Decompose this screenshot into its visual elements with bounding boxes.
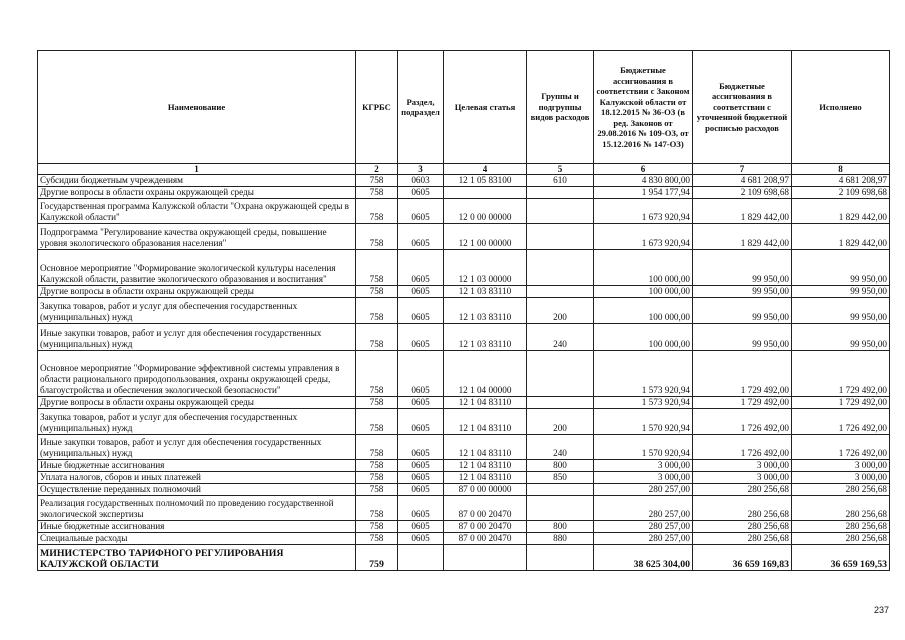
cell-law-amount: 100 000,00: [594, 286, 693, 298]
header-refined: Бюджетные ассигнования в соответствии с уточненной бюджетной росписью расходов: [693, 51, 792, 164]
cell-target: 12 1 04 00000: [444, 351, 527, 397]
cell-section: 0603: [398, 175, 444, 187]
cell-kgrbs: 758: [356, 175, 398, 187]
cell-kgrbs: 758: [356, 496, 398, 521]
cell-target: 12 1 03 83110: [444, 298, 527, 324]
budget-table: [37, 50, 890, 571]
cell-law-amount: 1 954 177,94: [594, 187, 693, 199]
cell-kgrbs: 758: [356, 224, 398, 250]
cell-group: [527, 199, 594, 224]
cell-law-amount: 280 257,00: [594, 484, 693, 496]
cell-section: 0605: [398, 397, 444, 409]
cell-group: [527, 397, 594, 409]
cell-section: 0605: [398, 484, 444, 496]
cell-refined-amount: 99 950,00: [693, 298, 792, 324]
cell-refined-amount: 1 729 492,00: [693, 397, 792, 409]
cell-group: 850: [527, 472, 594, 484]
cell-refined-amount: 1 726 492,00: [693, 409, 792, 435]
cell-name: Основное мероприятие "Формирование эффективной системы управления в области рационального природопользования, охраны окружающей среды, благоустройства и обеспечения экологической безопасности": [38, 351, 356, 397]
cell-kgrbs: 758: [356, 472, 398, 484]
table-row: [38, 521, 890, 533]
cell-executed-amount: 99 950,00: [792, 298, 890, 324]
table-row: [38, 199, 890, 224]
table-row: [38, 324, 890, 351]
cell-law-amount: 38 625 304,00: [594, 545, 693, 571]
table-row: [38, 187, 890, 199]
cell-section: 0605: [398, 435, 444, 460]
table-row: [38, 175, 890, 187]
cell-refined-amount: 3 000,00: [693, 460, 792, 472]
table-row: [38, 397, 890, 409]
cell-name: МИНИСТЕРСТВО ТАРИФНОГО РЕГУЛИРОВАНИЯ КАЛУЖСКОЙ ОБЛАСТИ: [38, 545, 356, 571]
cell-kgrbs: 758: [356, 435, 398, 460]
cell-target: 12 0 00 00000: [444, 199, 527, 224]
table-header-row: [38, 51, 890, 164]
cell-name: Специальные расходы: [38, 533, 356, 545]
header-target: Целевая статья: [444, 51, 527, 164]
column-number: 6: [594, 164, 693, 175]
cell-target: 12 1 04 83110: [444, 435, 527, 460]
cell-law-amount: 280 257,00: [594, 496, 693, 521]
column-number: 7: [693, 164, 792, 175]
cell-refined-amount: 280 256,68: [693, 533, 792, 545]
cell-name: Другие вопросы в области охраны окружающей среды: [38, 187, 356, 199]
header-done: Исполнено: [792, 51, 890, 164]
cell-name: Подпрограмма "Регулирование качества окружающей среды, повышение уровня экологического образования населения": [38, 224, 356, 250]
table-row: [38, 351, 890, 397]
cell-section: 0605: [398, 286, 444, 298]
cell-executed-amount: 1 726 492,00: [792, 409, 890, 435]
cell-section: 0605: [398, 324, 444, 351]
cell-name: Субсидии бюджетным учреждениям: [38, 175, 356, 187]
cell-law-amount: 1 573 920,94: [594, 397, 693, 409]
table-row: [38, 298, 890, 324]
cell-kgrbs: 758: [356, 409, 398, 435]
cell-executed-amount: 1 726 492,00: [792, 435, 890, 460]
table-row: [38, 545, 890, 571]
cell-executed-amount: 3 000,00: [792, 460, 890, 472]
header-law: Бюджетные ассигнования в соответствии с Законом Калужской области от 18.12.2015 № 36-ОЗ (в ред. Законов от 29.08.2016 № 109-ОЗ, от 15.12.2016 № 147-ОЗ): [594, 51, 693, 164]
cell-group: [527, 286, 594, 298]
cell-law-amount: 1 673 920,94: [594, 199, 693, 224]
column-number-row: [38, 164, 890, 175]
cell-executed-amount: 99 950,00: [792, 250, 890, 286]
cell-law-amount: 1 570 920,94: [594, 409, 693, 435]
cell-name: Государственная программа Калужской области "Охрана окружающей среды в Калужской области": [38, 199, 356, 224]
cell-section: 0605: [398, 351, 444, 397]
cell-section: 0605: [398, 187, 444, 199]
cell-law-amount: 3 000,00: [594, 472, 693, 484]
cell-law-amount: 280 257,00: [594, 533, 693, 545]
cell-executed-amount: 280 256,68: [792, 521, 890, 533]
column-number: 2: [356, 164, 398, 175]
column-number: 4: [444, 164, 527, 175]
cell-executed-amount: 280 256,68: [792, 496, 890, 521]
cell-refined-amount: 1 726 492,00: [693, 435, 792, 460]
cell-kgrbs: 758: [356, 187, 398, 199]
page-number: 237: [874, 605, 890, 615]
cell-section: 0605: [398, 496, 444, 521]
cell-executed-amount: 280 256,68: [792, 533, 890, 545]
cell-kgrbs: 758: [356, 521, 398, 533]
cell-target: 12 1 04 83110: [444, 409, 527, 435]
cell-name: Иные бюджетные ассигнования: [38, 521, 356, 533]
cell-kgrbs: 758: [356, 397, 398, 409]
cell-refined-amount: 99 950,00: [693, 324, 792, 351]
column-number: 3: [398, 164, 444, 175]
cell-section: 0605: [398, 472, 444, 484]
cell-section: 0605: [398, 224, 444, 250]
cell-refined-amount: 2 109 698,68: [693, 187, 792, 199]
header-name: Наименование: [38, 51, 356, 164]
cell-executed-amount: 99 950,00: [792, 286, 890, 298]
cell-target: 12 1 03 83110: [444, 324, 527, 351]
cell-group: [527, 496, 594, 521]
cell-refined-amount: 280 256,68: [693, 484, 792, 496]
table-body: [38, 175, 890, 571]
cell-target: 12 1 04 83110: [444, 397, 527, 409]
cell-executed-amount: 1 729 492,00: [792, 397, 890, 409]
cell-section: 0605: [398, 298, 444, 324]
table-row: [38, 460, 890, 472]
cell-target: 12 1 03 00000: [444, 250, 527, 286]
cell-refined-amount: 1 829 442,00: [693, 199, 792, 224]
cell-name: Закупка товаров, работ и услуг для обеспечения государственных (муниципальных) нужд: [38, 409, 356, 435]
cell-target: 12 1 03 83110: [444, 286, 527, 298]
cell-name: Другие вопросы в области охраны окружающей среды: [38, 397, 356, 409]
cell-section: 0605: [398, 533, 444, 545]
cell-section: 0605: [398, 250, 444, 286]
cell-refined-amount: 99 950,00: [693, 250, 792, 286]
cell-kgrbs: 759: [356, 545, 398, 571]
table-row: [38, 286, 890, 298]
cell-name: Иные закупки товаров, работ и услуг для обеспечения государственных (муниципальных) нужд: [38, 435, 356, 460]
cell-name: Основное мероприятие "Формирование экологической культуры населения Калужской области, развитие экологического образования и воспитания": [38, 250, 356, 286]
cell-target: 87 0 00 20470: [444, 521, 527, 533]
cell-group: 200: [527, 298, 594, 324]
table-row: [38, 484, 890, 496]
cell-group: 240: [527, 324, 594, 351]
cell-refined-amount: 1 829 442,00: [693, 224, 792, 250]
cell-kgrbs: 758: [356, 460, 398, 472]
cell-kgrbs: 758: [356, 351, 398, 397]
cell-refined-amount: 99 950,00: [693, 286, 792, 298]
table-row: [38, 533, 890, 545]
cell-section: [398, 545, 444, 571]
cell-executed-amount: 99 950,00: [792, 324, 890, 351]
cell-executed-amount: 1 729 492,00: [792, 351, 890, 397]
cell-group: 610: [527, 175, 594, 187]
cell-law-amount: 4 830 800,00: [594, 175, 693, 187]
cell-law-amount: 1 673 920,94: [594, 224, 693, 250]
cell-group: 800: [527, 521, 594, 533]
cell-kgrbs: 758: [356, 484, 398, 496]
cell-law-amount: 280 257,00: [594, 521, 693, 533]
cell-kgrbs: 758: [356, 324, 398, 351]
cell-target: 12 1 05 83100: [444, 175, 527, 187]
cell-executed-amount: 1 829 442,00: [792, 199, 890, 224]
cell-refined-amount: 280 256,68: [693, 521, 792, 533]
header-kgrbs: КГРБС: [356, 51, 398, 164]
cell-section: 0605: [398, 199, 444, 224]
cell-refined-amount: 36 659 169,83: [693, 545, 792, 571]
cell-group: [527, 250, 594, 286]
cell-refined-amount: 280 256,68: [693, 496, 792, 521]
cell-law-amount: 3 000,00: [594, 460, 693, 472]
cell-name: Осуществление переданных полномочий: [38, 484, 356, 496]
cell-section: 0605: [398, 460, 444, 472]
cell-law-amount: 1 573 920,94: [594, 351, 693, 397]
cell-executed-amount: 2 109 698,68: [792, 187, 890, 199]
header-groups: Группы и подгруппы видов расходов: [527, 51, 594, 164]
column-number: 5: [527, 164, 594, 175]
cell-target: [444, 187, 527, 199]
cell-target: 12 1 04 83110: [444, 460, 527, 472]
cell-target: [444, 545, 527, 571]
cell-law-amount: 100 000,00: [594, 250, 693, 286]
cell-group: [527, 545, 594, 571]
cell-group: 240: [527, 435, 594, 460]
cell-kgrbs: 758: [356, 199, 398, 224]
cell-group: 200: [527, 409, 594, 435]
cell-target: 87 0 00 20470: [444, 496, 527, 521]
cell-group: [527, 484, 594, 496]
cell-group: [527, 187, 594, 199]
cell-name: Другие вопросы в области охраны окружающей среды: [38, 286, 356, 298]
cell-executed-amount: 36 659 169,53: [792, 545, 890, 571]
cell-target: 87 0 00 20470: [444, 533, 527, 545]
cell-refined-amount: 4 681 208,97: [693, 175, 792, 187]
column-number: 8: [792, 164, 890, 175]
cell-executed-amount: 280 256,68: [792, 484, 890, 496]
cell-group: 800: [527, 460, 594, 472]
cell-executed-amount: 4 681 208,97: [792, 175, 890, 187]
cell-section: 0605: [398, 409, 444, 435]
cell-target: 87 0 00 00000: [444, 484, 527, 496]
table-row: [38, 224, 890, 250]
table-row: [38, 409, 890, 435]
cell-group: [527, 351, 594, 397]
table-row: [38, 472, 890, 484]
cell-name: Иные бюджетные ассигнования: [38, 460, 356, 472]
table-row: [38, 435, 890, 460]
table-row: [38, 250, 890, 286]
cell-kgrbs: 758: [356, 286, 398, 298]
cell-law-amount: 1 570 920,94: [594, 435, 693, 460]
cell-target: 12 1 00 00000: [444, 224, 527, 250]
cell-executed-amount: 1 829 442,00: [792, 224, 890, 250]
cell-kgrbs: 758: [356, 250, 398, 286]
cell-kgrbs: 758: [356, 533, 398, 545]
cell-name: Закупка товаров, работ и услуг для обеспечения государственных (муниципальных) нужд: [38, 298, 356, 324]
cell-name: Уплата налогов, сборов и иных платежей: [38, 472, 356, 484]
table-row: [38, 496, 890, 521]
cell-executed-amount: 3 000,00: [792, 472, 890, 484]
cell-name: Реализация государственных полномочий по проведению государственной экологической экспертизы: [38, 496, 356, 521]
cell-law-amount: 100 000,00: [594, 324, 693, 351]
cell-refined-amount: 3 000,00: [693, 472, 792, 484]
cell-refined-amount: 1 729 492,00: [693, 351, 792, 397]
cell-kgrbs: 758: [356, 298, 398, 324]
cell-name: Иные закупки товаров, работ и услуг для обеспечения государственных (муниципальных) нужд: [38, 324, 356, 351]
cell-group: [527, 224, 594, 250]
cell-law-amount: 100 000,00: [594, 298, 693, 324]
cell-target: 12 1 04 83110: [444, 472, 527, 484]
column-number: 1: [38, 164, 356, 175]
header-section: Раздел, подраздел: [398, 51, 444, 164]
cell-section: 0605: [398, 521, 444, 533]
cell-group: 880: [527, 533, 594, 545]
